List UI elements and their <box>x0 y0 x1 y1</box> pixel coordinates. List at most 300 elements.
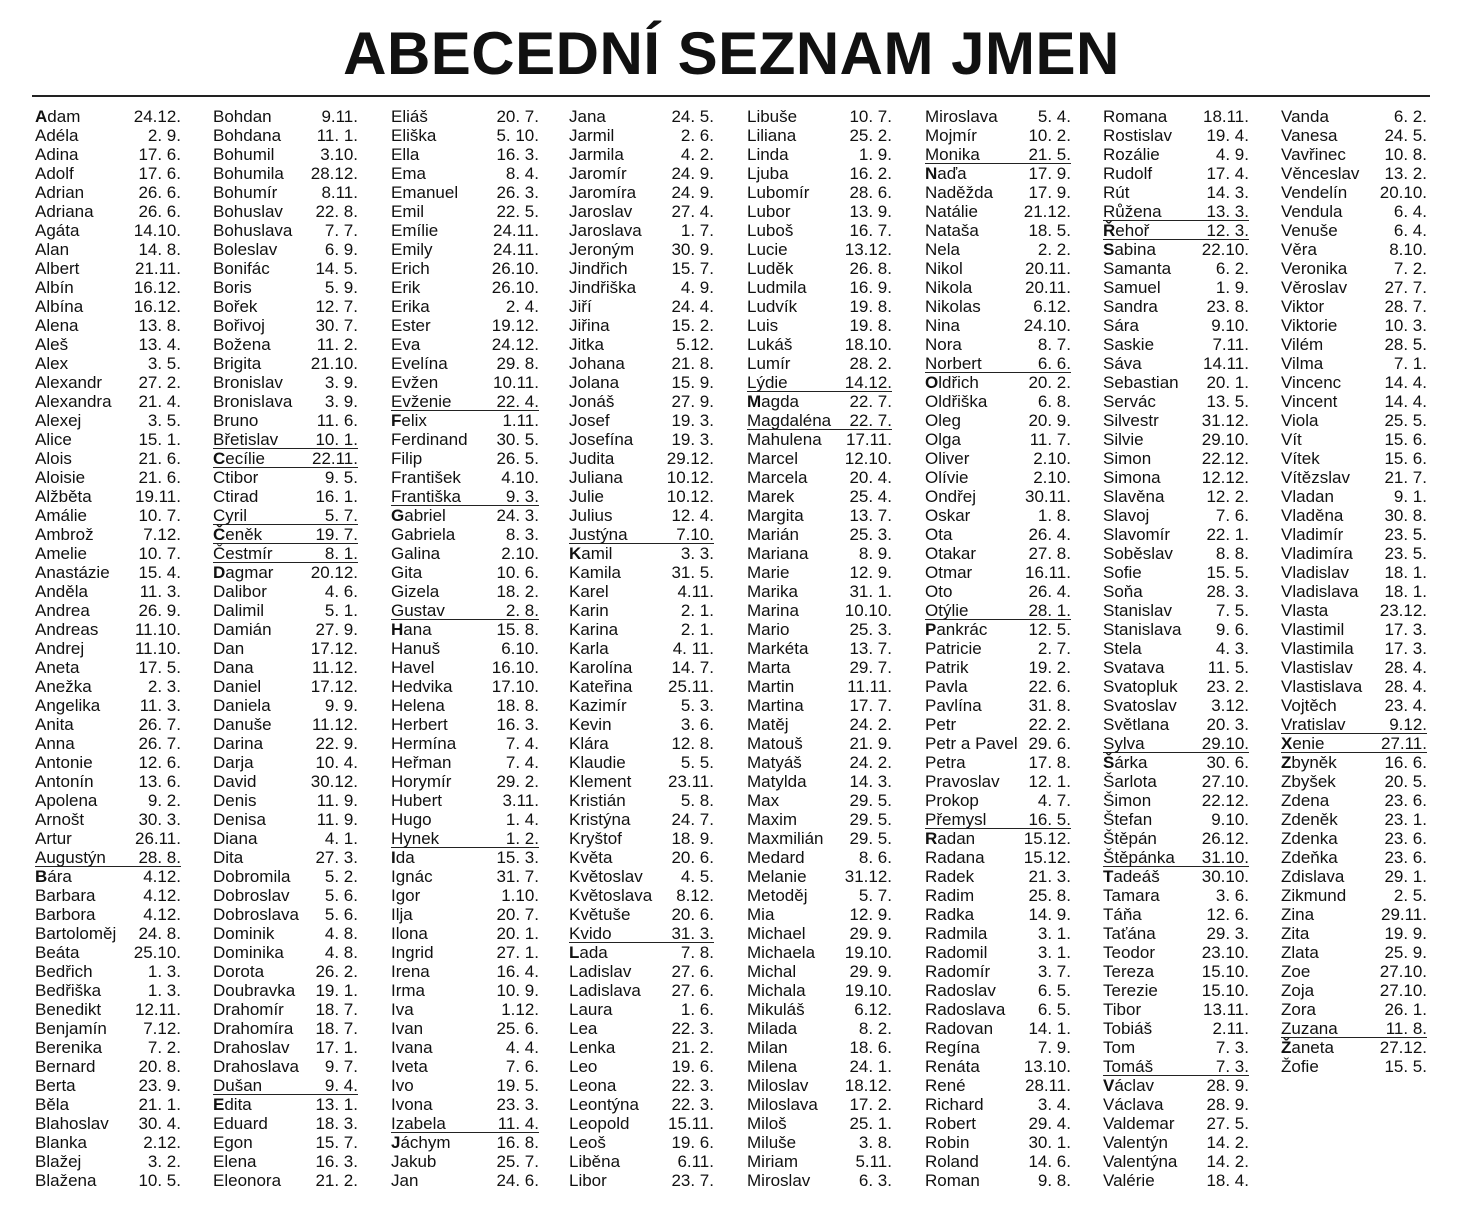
name-label <box>35 867 72 886</box>
name-entry <box>213 639 358 658</box>
name-day-date: 5.12. <box>676 335 714 354</box>
name-entry <box>1103 1152 1249 1171</box>
name-label: Evžen <box>391 373 439 392</box>
name-entry <box>747 715 892 734</box>
name-day-date: 7.10. <box>676 525 714 544</box>
name-day-date: 9.12. <box>1389 715 1427 734</box>
name-day-date: 17. 1. <box>315 1038 358 1057</box>
name-label: Slavoj <box>1103 506 1150 525</box>
name-entry <box>1103 924 1249 943</box>
name-entry <box>1103 753 1249 772</box>
name-day-date: 15. 6. <box>1384 449 1427 468</box>
name-label: Laura <box>569 1000 613 1019</box>
name-label: Metoděj <box>747 886 808 905</box>
name-entry <box>391 1057 539 1076</box>
initial-letter: V <box>1103 1076 1115 1095</box>
name-day-date: 8. 9. <box>858 544 892 563</box>
name-entry <box>569 867 714 886</box>
name-label: Milada <box>747 1019 798 1038</box>
name-day-date: 8. 1. <box>324 544 358 563</box>
name-label: Bohumila <box>213 164 284 183</box>
name-label: Rút <box>1103 183 1130 202</box>
name-entry <box>569 981 714 1000</box>
name-day-date: 16. 3. <box>496 145 539 164</box>
name-label: Karla <box>569 639 609 658</box>
name-label: Leoš <box>569 1133 606 1152</box>
name-entry <box>569 430 714 449</box>
name-label: Regína <box>925 1038 980 1057</box>
name-label: Jaroslav <box>569 202 633 221</box>
name-label: Irma <box>391 981 425 1000</box>
name-day-date: 21.11. <box>134 259 181 278</box>
name-label: Vincent <box>1281 392 1338 411</box>
name-label: Nikolas <box>925 297 981 316</box>
name-entry <box>35 582 181 601</box>
name-day-date: 3. 8. <box>858 1133 892 1152</box>
name-label: Olga <box>925 430 961 449</box>
name-day-date: 9. 1. <box>1393 487 1427 506</box>
name-day-date: 28. 3. <box>1206 582 1249 601</box>
name-label: Valdemar <box>1103 1114 1175 1133</box>
name-label: Mario <box>747 620 790 639</box>
name-entry <box>35 449 181 468</box>
name-entry <box>569 506 714 525</box>
name-entry <box>925 601 1071 620</box>
name-label: Radomír <box>925 962 991 981</box>
name-entry <box>391 1171 539 1190</box>
name-day-date: 11. 2. <box>316 335 358 354</box>
name-entry <box>1281 829 1427 848</box>
name-label: Helena <box>391 696 445 715</box>
name-label: Tereza <box>1103 962 1155 981</box>
name-day-date: 26. 5. <box>496 449 539 468</box>
name-day-date: 23. 7. <box>671 1171 714 1190</box>
name-label: Martin <box>747 677 795 696</box>
name-label: Mariana <box>747 544 809 563</box>
name-entry <box>747 335 892 354</box>
name-label: Monika <box>925 145 980 164</box>
name-day-date: 18. 2. <box>496 582 539 601</box>
name-day-date: 17. 8. <box>1028 753 1071 772</box>
name-label <box>1281 1038 1334 1057</box>
name-label: Irena <box>391 962 430 981</box>
name-day-date: 23. 2. <box>1206 677 1249 696</box>
name-entry <box>925 392 1071 411</box>
name-entry <box>569 164 714 183</box>
name-day-date: 14. 2. <box>1206 1133 1249 1152</box>
name-entry <box>1103 316 1249 335</box>
name-entry <box>213 183 358 202</box>
name-label <box>925 620 987 639</box>
name-day-date: 23. 5. <box>1384 544 1427 563</box>
name-entry <box>391 487 539 506</box>
name-day-date: 30. 5. <box>496 430 539 449</box>
name-entry <box>569 886 714 905</box>
name-day-date: 11. 7. <box>1029 430 1071 449</box>
name-entry <box>1281 924 1427 943</box>
name-entry <box>747 183 892 202</box>
name-day-date: 19. 6. <box>671 1057 714 1076</box>
name-entry <box>925 905 1071 924</box>
name-entry <box>391 696 539 715</box>
name-day-date: 28. 8. <box>138 848 181 867</box>
name-day-date: 11. 5. <box>1207 658 1249 677</box>
name-entry <box>747 886 892 905</box>
name-entry <box>1103 411 1249 430</box>
name-day-date: 12. 9. <box>849 905 892 924</box>
name-day-date: 26. 8. <box>849 259 892 278</box>
name-label: Bruno <box>213 411 259 430</box>
name-entry <box>391 962 539 981</box>
name-entry <box>391 145 539 164</box>
name-entry <box>391 354 539 373</box>
name-entry <box>1103 696 1249 715</box>
name-day-date: 21. 6. <box>138 468 181 487</box>
name-entry <box>1103 715 1249 734</box>
name-entry <box>1281 791 1427 810</box>
name-label: Stela <box>1103 639 1142 658</box>
name-entry <box>925 221 1071 240</box>
name-label: Vladan <box>1281 487 1334 506</box>
name-day-date: 13.12. <box>844 240 892 259</box>
name-label: Marina <box>747 601 799 620</box>
name-day-date: 8. 8. <box>1215 544 1249 563</box>
name-day-date: 13. 2. <box>1384 164 1427 183</box>
name-entry <box>35 1038 181 1057</box>
name-entry <box>569 1095 714 1114</box>
name-label: Markéta <box>747 639 809 658</box>
name-label: Ota <box>925 525 953 544</box>
name-day-date: 18.10. <box>844 335 892 354</box>
name-entry <box>391 848 539 867</box>
page-title: ABECEDNÍ SEZNAM JMEN <box>343 20 1120 87</box>
name-entry <box>747 373 892 392</box>
name-day-date: 2. 2. <box>1037 240 1071 259</box>
name-day-date: 6. 4. <box>1393 202 1427 221</box>
name-entry <box>213 753 358 772</box>
name-label: Eliška <box>391 126 437 145</box>
name-entry <box>1281 259 1427 278</box>
name-label: Leona <box>569 1076 617 1095</box>
name-label: Václava <box>1103 1095 1164 1114</box>
name-entry <box>1281 278 1427 297</box>
name-label: Sáva <box>1103 354 1142 373</box>
name-day-date: 7. 2. <box>147 1038 181 1057</box>
name-entry <box>35 354 181 373</box>
name-label: Jarmila <box>569 145 624 164</box>
name-column-5 <box>747 107 892 1190</box>
name-entry <box>391 905 539 924</box>
name-entry <box>35 943 181 962</box>
name-day-date: 24. 7. <box>671 810 714 829</box>
name-day-date: 25. 8. <box>1028 886 1071 905</box>
name-day-date: 15. 1. <box>138 430 181 449</box>
name-day-date: 27. 6. <box>671 981 714 1000</box>
name-label: Zlata <box>1281 943 1319 962</box>
initial-letter: L <box>569 943 580 962</box>
name-day-date: 23. 1. <box>1384 810 1427 829</box>
name-entry <box>569 487 714 506</box>
name-label <box>925 164 967 183</box>
name-label: Ctirad <box>213 487 259 506</box>
initial-letter: S <box>1103 240 1115 259</box>
name-entry <box>1281 316 1427 335</box>
name-entry <box>569 145 714 164</box>
name-entry <box>213 449 358 468</box>
name-day-date: 27. 8. <box>1028 544 1071 563</box>
name-label: Libuše <box>747 107 798 126</box>
name-entry <box>747 145 892 164</box>
name-label: Michal <box>747 962 797 981</box>
name-entry <box>213 1057 358 1076</box>
name-day-date: 12. 6. <box>1206 905 1249 924</box>
name-label: Horymír <box>391 772 452 791</box>
name-entry <box>1103 373 1249 392</box>
name-day-date: 14. 6. <box>1028 1152 1071 1171</box>
name-entry <box>35 278 181 297</box>
name-label: Otakar <box>925 544 977 563</box>
name-day-date: 19.10. <box>844 981 892 1000</box>
name-entry <box>1281 582 1427 601</box>
name-day-date: 23. 6. <box>1384 829 1427 848</box>
name-day-date: 15. 2. <box>671 316 714 335</box>
name-day-date: 3. 6. <box>680 715 714 734</box>
name-entry <box>35 1152 181 1171</box>
name-label: Alžběta <box>35 487 92 506</box>
name-label: Jolana <box>569 373 620 392</box>
name-label: Matyáš <box>747 753 802 772</box>
name-entry <box>747 316 892 335</box>
name-entry <box>747 696 892 715</box>
name-label: Evelína <box>391 354 448 373</box>
name-label: Vladimír <box>1281 525 1344 544</box>
initial-letter: P <box>925 620 937 639</box>
name-day-date: 17. 3. <box>1384 639 1427 658</box>
name-day-date: 28. 2. <box>849 354 892 373</box>
name-day-date: 16. 4. <box>496 962 539 981</box>
name-day-date: 24. 8. <box>138 924 181 943</box>
name-entry <box>35 715 181 734</box>
name-day-date: 21. 2. <box>671 1038 714 1057</box>
name-label: Tibor <box>1103 1000 1142 1019</box>
name-day-date: 1. 3. <box>147 962 181 981</box>
name-label: Bohdan <box>213 107 272 126</box>
name-label: Terezie <box>1103 981 1158 1000</box>
name-label: Arnošt <box>35 810 85 829</box>
name-day-date: 12.12. <box>1201 468 1249 487</box>
name-entry <box>747 1133 892 1152</box>
name-column-3 <box>391 107 539 1190</box>
name-label: Ella <box>391 145 420 164</box>
name-entry <box>569 1171 714 1190</box>
name-entry <box>213 791 358 810</box>
name-label: Klement <box>569 772 632 791</box>
name-entry <box>925 1171 1071 1190</box>
name-entry <box>1103 1019 1249 1038</box>
name-label: Ivan <box>391 1019 424 1038</box>
name-label: Teodor <box>1103 943 1155 962</box>
name-entry <box>35 506 181 525</box>
name-day-date: 14. 3. <box>1206 183 1249 202</box>
name-entry <box>747 753 892 772</box>
name-entry <box>213 107 358 126</box>
name-day-date: 26. 9. <box>138 601 181 620</box>
name-day-date: 26.10. <box>491 278 539 297</box>
name-label: Martina <box>747 696 804 715</box>
name-entry <box>391 639 539 658</box>
name-day-date: 12. 5. <box>1028 620 1071 639</box>
name-day-date: 23. 3. <box>496 1095 539 1114</box>
name-entry <box>213 829 358 848</box>
name-day-date: 5. 1. <box>324 601 358 620</box>
name-day-date: 7. 3. <box>1215 1057 1249 1076</box>
name-entry <box>391 943 539 962</box>
name-entry <box>925 145 1071 164</box>
name-label: Galina <box>391 544 441 563</box>
name-day-date: 28. 4. <box>1384 658 1427 677</box>
name-entry <box>35 544 181 563</box>
name-entry <box>925 335 1071 354</box>
name-label: Anita <box>35 715 74 734</box>
name-day-date: 2. 8. <box>505 601 539 620</box>
name-label <box>213 525 262 544</box>
name-day-date: 10. 9. <box>496 981 539 1000</box>
name-day-date: 15.11. <box>667 1114 714 1133</box>
name-rest: amil <box>581 544 613 563</box>
name-label: Šarlota <box>1103 772 1157 791</box>
name-day-date: 6. 9. <box>324 240 358 259</box>
name-entry <box>747 525 892 544</box>
name-day-date: 19. 8. <box>849 316 892 335</box>
name-entry <box>1103 183 1249 202</box>
name-day-date: 4.12. <box>143 886 181 905</box>
name-day-date: 8. 3. <box>505 525 539 544</box>
name-entry <box>569 1057 714 1076</box>
name-entry <box>35 962 181 981</box>
name-label: Erik <box>391 278 421 297</box>
name-entry <box>35 126 181 145</box>
name-day-date: 29. 7. <box>849 658 892 677</box>
name-entry <box>1103 772 1249 791</box>
name-day-date: 30.11. <box>1024 487 1071 506</box>
name-label: Robin <box>925 1133 970 1152</box>
name-day-date: 22. 8. <box>315 202 358 221</box>
name-entry <box>213 411 358 430</box>
name-entry <box>391 525 539 544</box>
name-day-date: 10. 8. <box>1384 145 1427 164</box>
name-day-date: 21. 1. <box>138 1095 181 1114</box>
name-day-date: 31.12. <box>844 867 892 886</box>
name-label: Blanka <box>35 1133 87 1152</box>
name-label: Leopold <box>569 1114 630 1133</box>
name-entry <box>569 791 714 810</box>
name-day-date: 11.12. <box>311 715 358 734</box>
name-label: Ivona <box>391 1095 433 1114</box>
name-entry <box>1281 183 1427 202</box>
name-label: Max <box>747 791 780 810</box>
name-day-date: 8. 2. <box>858 1019 892 1038</box>
name-entry <box>1281 487 1427 506</box>
name-label: Dalibor <box>213 582 267 601</box>
name-label: Roman <box>925 1171 980 1190</box>
name-entry <box>391 392 539 411</box>
name-entry <box>1103 1038 1249 1057</box>
name-entry <box>747 1000 892 1019</box>
name-day-date: 1. 7. <box>680 221 714 240</box>
name-day-date: 3. 4. <box>1037 1095 1071 1114</box>
name-entry <box>391 1133 539 1152</box>
name-label: Linda <box>747 145 789 164</box>
name-entry <box>1103 430 1249 449</box>
name-label: Marián <box>747 525 799 544</box>
name-day-date: 24. 2. <box>849 753 892 772</box>
name-label: Dan <box>213 639 245 658</box>
name-label: Antonie <box>35 753 93 772</box>
name-label: Simona <box>1103 468 1161 487</box>
name-label <box>569 544 612 563</box>
name-label: Luděk <box>747 259 794 278</box>
name-label: Pravoslav <box>925 772 1000 791</box>
name-entry <box>391 221 539 240</box>
name-day-date: 5. 2. <box>324 867 358 886</box>
name-day-date: 1.12. <box>501 1000 539 1019</box>
name-day-date: 3. 9. <box>324 373 358 392</box>
name-entry <box>35 297 181 316</box>
name-day-date: 22. 4. <box>496 392 539 411</box>
name-day-date: 17.12. <box>310 677 358 696</box>
name-entry <box>1281 202 1427 221</box>
name-day-date: 31. 7. <box>496 867 539 886</box>
name-entry <box>1281 164 1427 183</box>
name-label: Diana <box>213 829 258 848</box>
name-entry <box>747 1076 892 1095</box>
name-day-date: 14.10. <box>133 221 181 240</box>
name-day-date: 17. 4. <box>1206 164 1249 183</box>
name-day-date: 15. 5. <box>1384 1057 1427 1076</box>
name-entry <box>1103 1114 1249 1133</box>
name-entry <box>569 658 714 677</box>
name-entry <box>747 734 892 753</box>
name-day-date: 11. 9. <box>316 810 358 829</box>
name-label: Viola <box>1281 411 1319 430</box>
name-label: Jaromíra <box>569 183 637 202</box>
name-day-date: 24. 9. <box>671 164 714 183</box>
name-label: Romana <box>1103 107 1168 126</box>
name-day-date: 30. 1. <box>1028 1133 1071 1152</box>
name-entry <box>35 221 181 240</box>
name-entry <box>35 487 181 506</box>
name-day-date: 7. 3. <box>1215 1038 1249 1057</box>
name-label: Jeroným <box>569 240 635 259</box>
name-rest: ára <box>47 867 72 886</box>
name-label: Ljuba <box>747 164 789 183</box>
name-day-date: 10. 2. <box>1028 126 1071 145</box>
name-entry <box>1281 468 1427 487</box>
name-day-date: 4. 9. <box>1215 145 1249 164</box>
name-label: Alexej <box>35 411 82 430</box>
name-day-date: 7. 6. <box>505 1057 539 1076</box>
name-day-date: 27. 1. <box>496 943 539 962</box>
name-day-date: 3.12. <box>1211 696 1249 715</box>
name-day-date: 12. 4. <box>671 506 714 525</box>
name-day-date: 27. 2. <box>138 373 181 392</box>
name-entry <box>1103 278 1249 297</box>
name-label: Oskar <box>925 506 971 525</box>
name-entry <box>925 753 1071 772</box>
name-label: Evženie <box>391 392 452 411</box>
name-label: Radomil <box>925 943 988 962</box>
name-label: Vratislav <box>1281 715 1346 734</box>
